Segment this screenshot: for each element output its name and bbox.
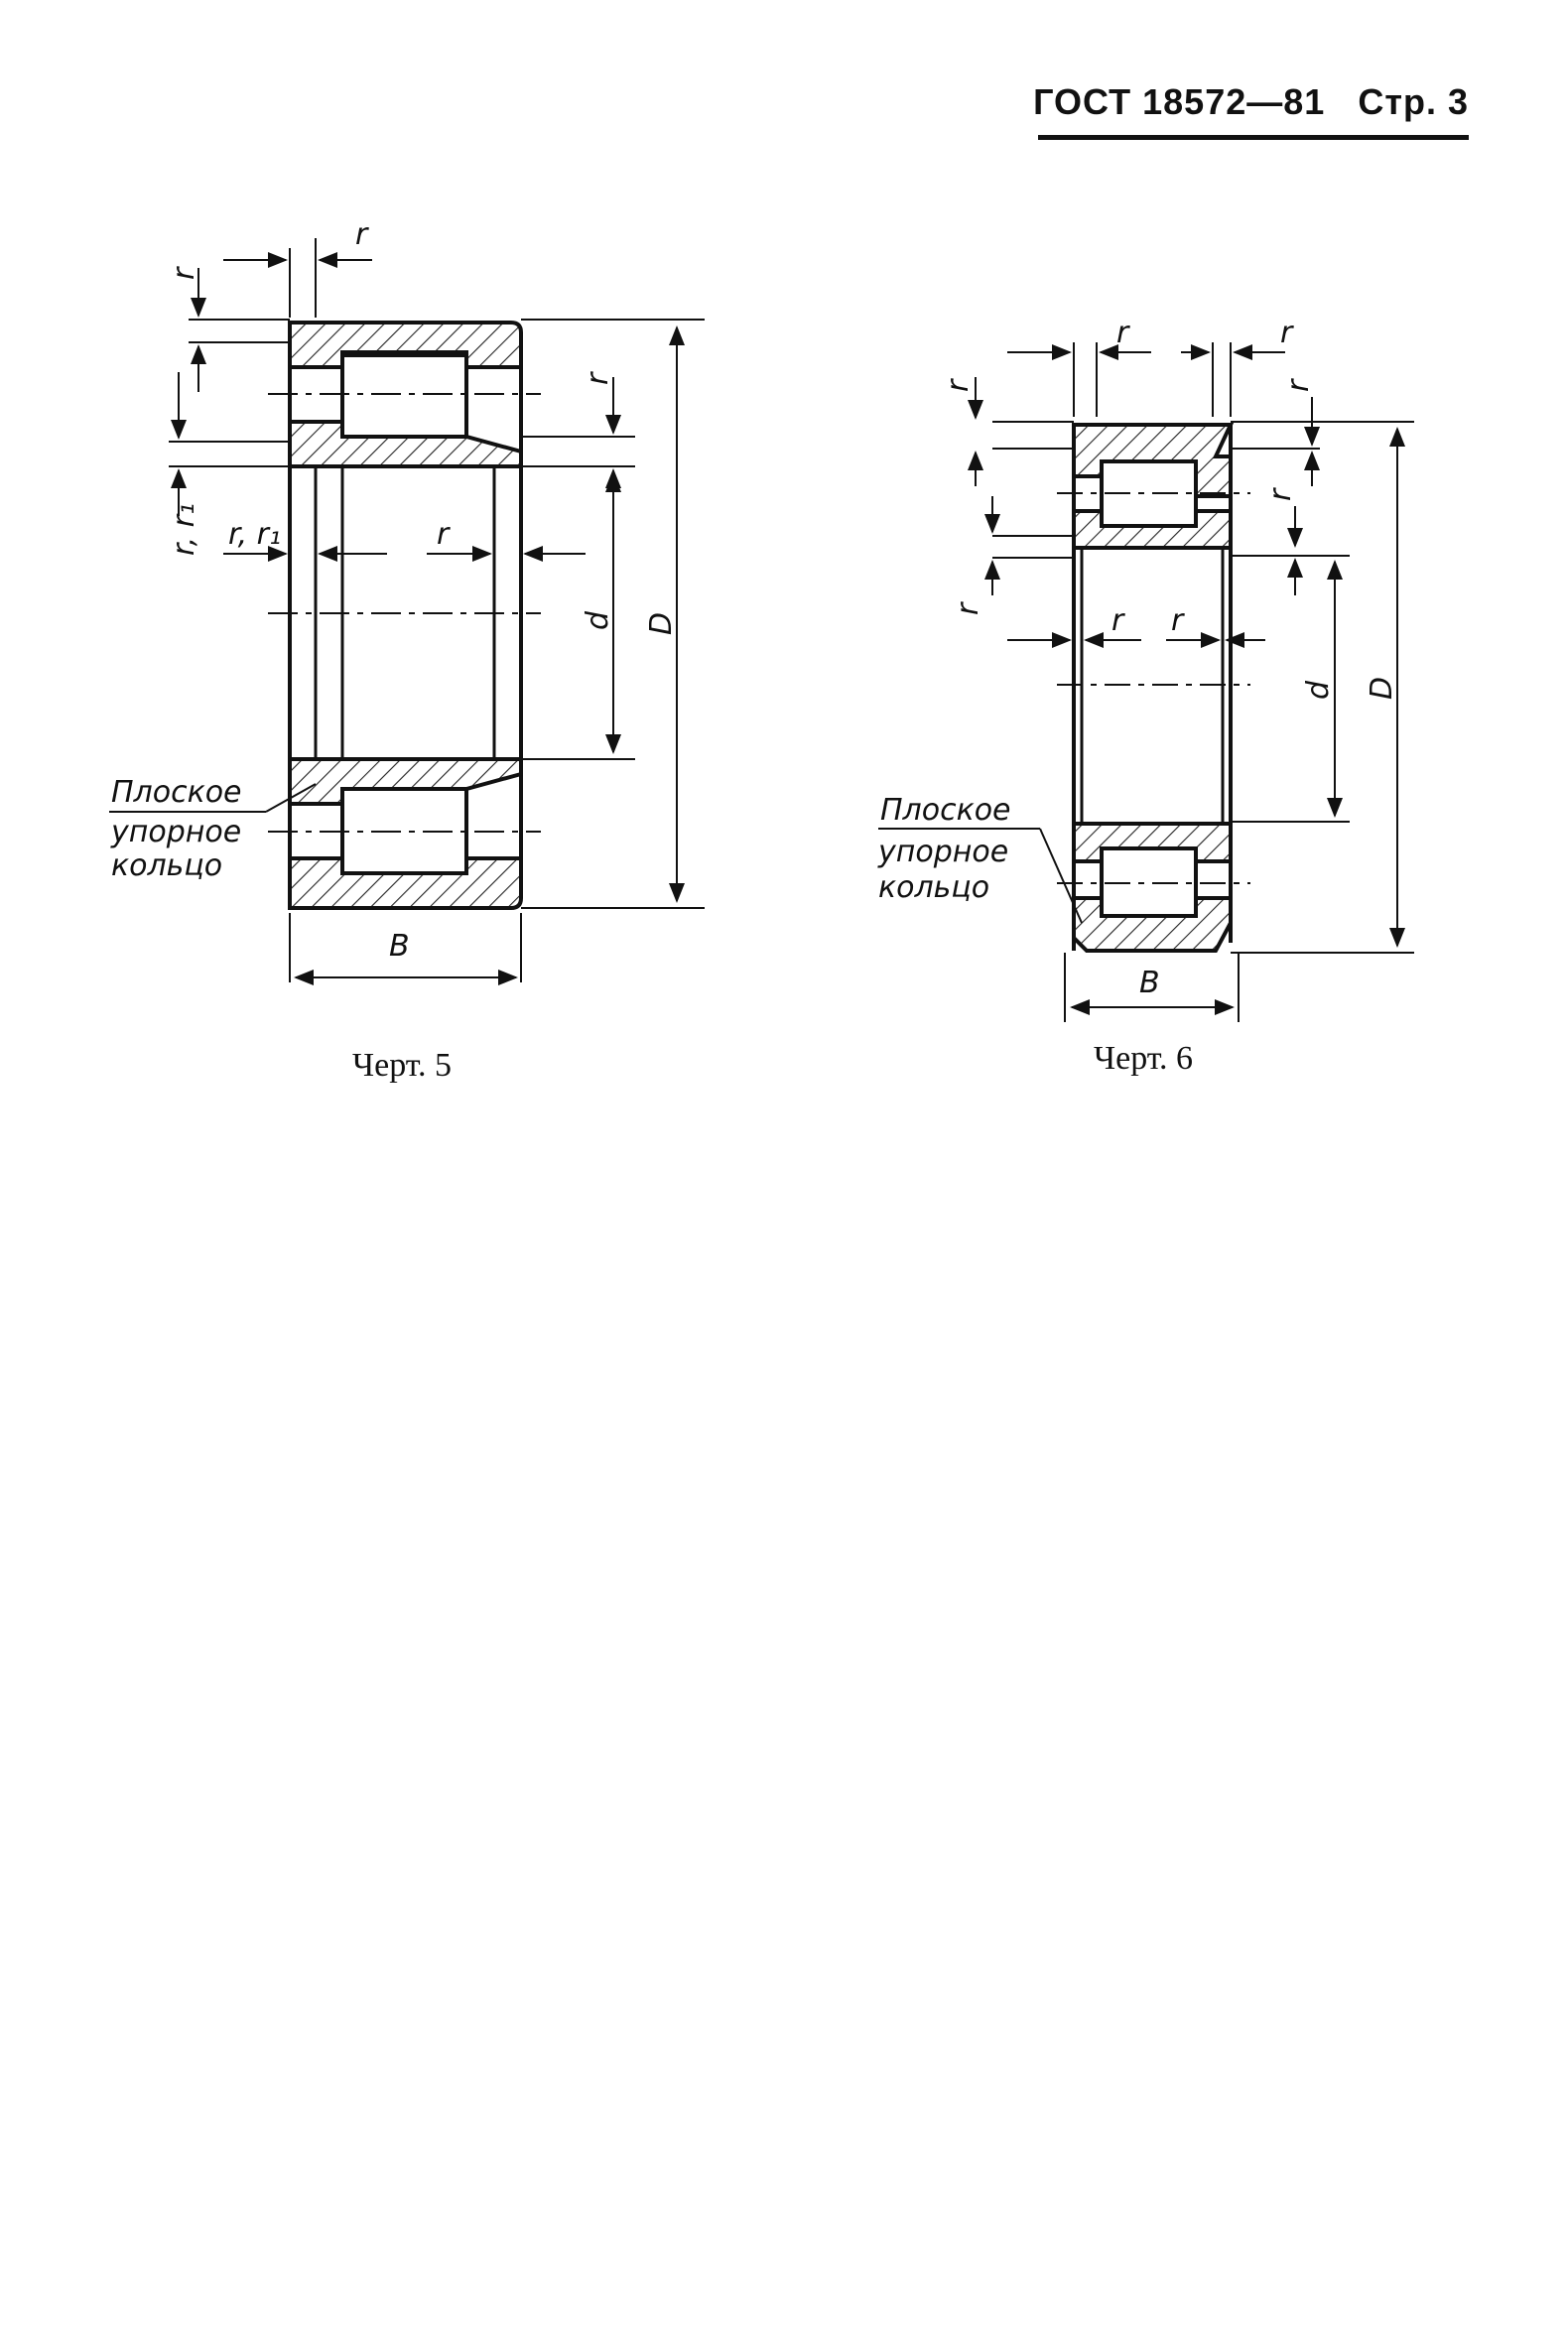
fig5-note-line-1: Плоское <box>111 775 242 810</box>
fig6-label-d: d <box>1301 680 1336 700</box>
fig6-label-r-left-bottom: r <box>951 602 985 615</box>
fig6-label-r-right-mid: r <box>1263 488 1298 501</box>
fig6-label-B: B <box>1139 966 1160 1000</box>
fig5-label-B: B <box>389 929 410 964</box>
fig5-label-r-r1: r, r₁ <box>228 517 282 552</box>
fig6-note-line-2: упорное <box>878 835 1009 869</box>
fig5-label-d: d <box>581 610 615 630</box>
fig6-label-D: D <box>1365 676 1399 700</box>
fig6-label-r-bore-left: r <box>1111 603 1124 638</box>
fig5-label-r-left: r <box>167 267 201 280</box>
fig6-label-r-right-top: r <box>1281 379 1316 392</box>
fig5-label-r-right: r <box>581 372 615 385</box>
page-number: Стр. 3 <box>1358 81 1469 122</box>
fig5-label-r-top: r <box>355 217 368 252</box>
fig6-note-line-1: Плоское <box>880 793 1011 828</box>
fig5-label-D: D <box>644 611 679 635</box>
fig5-note-line-3: кольцо <box>111 848 223 883</box>
standard-number: ГОСТ 18572—81 <box>1033 81 1326 122</box>
fig6-label-r-bore-right: r <box>1171 603 1184 638</box>
figure-5-caption: Черт. 5 <box>352 1047 453 1084</box>
fig5-note-line-2: упорное <box>111 815 242 849</box>
fig5-label-r-r1-left: r, r₁ <box>167 502 201 556</box>
fig6-label-r-left-top: r <box>941 379 976 392</box>
fig6-label-r-top-left: r <box>1116 316 1129 350</box>
fig6-note-line-3: кольцо <box>878 870 990 905</box>
figure-6-caption: Черт. 6 <box>1094 1040 1194 1077</box>
fig5-label-r-bore: r <box>437 517 450 552</box>
fig6-label-r-top-right: r <box>1280 316 1293 350</box>
